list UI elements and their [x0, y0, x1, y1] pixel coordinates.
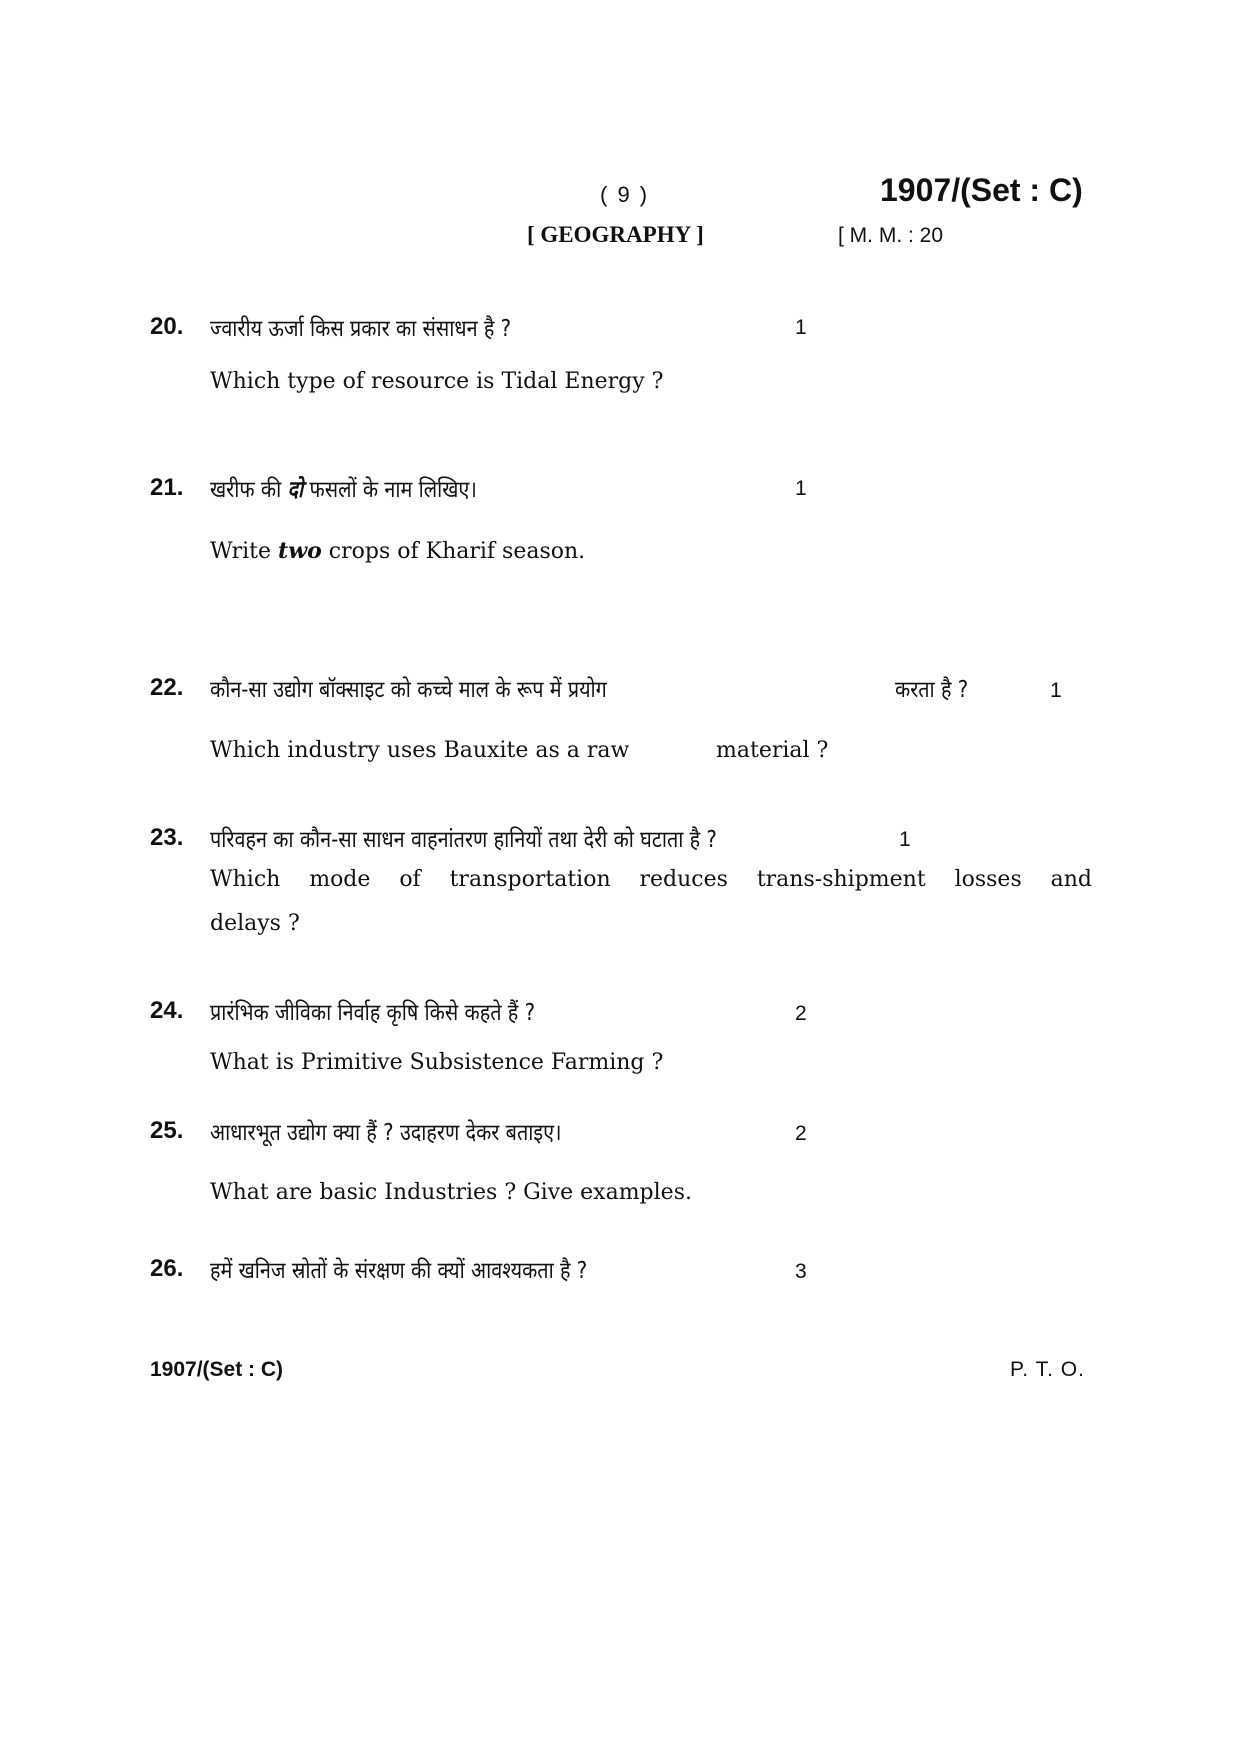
- question-text-english-continued: delays ?: [210, 911, 300, 936]
- emphasis-text: two: [278, 538, 322, 564]
- subject-title: [ GEOGRAPHY ]: [527, 222, 704, 247]
- question-marks: 1: [795, 316, 807, 339]
- page-number: ( 9 ): [600, 182, 650, 207]
- question-number: 24.: [150, 997, 184, 1024]
- question-text-english: What is Primitive Subsistence Farming ?: [210, 1050, 664, 1075]
- question-number: 21.: [150, 474, 184, 501]
- question-marks: 2: [795, 1002, 807, 1025]
- question-text-hindi: खरीफ की दो फसलों के नाम लिखिए।: [210, 477, 477, 503]
- question-number: 26.: [150, 1255, 184, 1282]
- question-number: 25.: [150, 1117, 184, 1144]
- question-text-hindi: प्रारंभिक जीविका निर्वाह कृषि किसे कहते हैं ?: [210, 1000, 536, 1026]
- question-text-english-continued: material ?: [716, 738, 829, 763]
- question-text-hindi: हमें खनिज स्रोतों के संरक्षण की क्यों आवश्यकता है ?: [210, 1258, 588, 1284]
- paper-code-footer: 1907/(Set : C): [150, 1358, 284, 1381]
- question-number: 23.: [150, 824, 184, 851]
- question-marks: 1: [1050, 679, 1062, 702]
- question-text-hindi: कौन-सा उद्योग बॉक्साइट को कच्चे माल के रूप में प्रयोग: [210, 677, 607, 703]
- please-turn-over: P. T. O.: [1010, 1358, 1085, 1381]
- question-marks: 1: [795, 477, 807, 500]
- question-text-english: Which mode of transportation reduces trans-shipment losses and: [210, 867, 1092, 892]
- question-text-english: What are basic Industries ? Give examples.: [210, 1180, 692, 1205]
- question-marks: 1: [899, 828, 911, 851]
- paper-code-header: 1907/(Set : C): [880, 172, 1083, 208]
- question-text-english: Which industry uses Bauxite as a raw: [210, 738, 630, 763]
- maximum-marks: [ M. M. : 20: [838, 224, 944, 247]
- question-text-hindi-continued: करता है ?: [895, 677, 969, 703]
- question-text-hindi: ज्वारीय ऊर्जा किस प्रकार का संसाधन है ?: [210, 316, 512, 342]
- question-text-english: Which type of resource is Tidal Energy ?: [210, 369, 664, 394]
- question-number: 22.: [150, 674, 184, 701]
- question-text-english: Write two crops of Kharif season.: [210, 538, 586, 564]
- emphasis-text: दो: [287, 477, 304, 503]
- question-number: 20.: [150, 313, 184, 340]
- question-marks: 2: [795, 1122, 807, 1145]
- question-marks: 3: [795, 1260, 807, 1283]
- question-text-hindi: परिवहन का कौन-सा साधन वाहनांतरण हानियों तथा देरी को घटाता है ?: [210, 827, 717, 853]
- question-text-hindi: आधारभूत उद्योग क्या हैं ? उदाहरण देकर बताइए।: [210, 1120, 562, 1146]
